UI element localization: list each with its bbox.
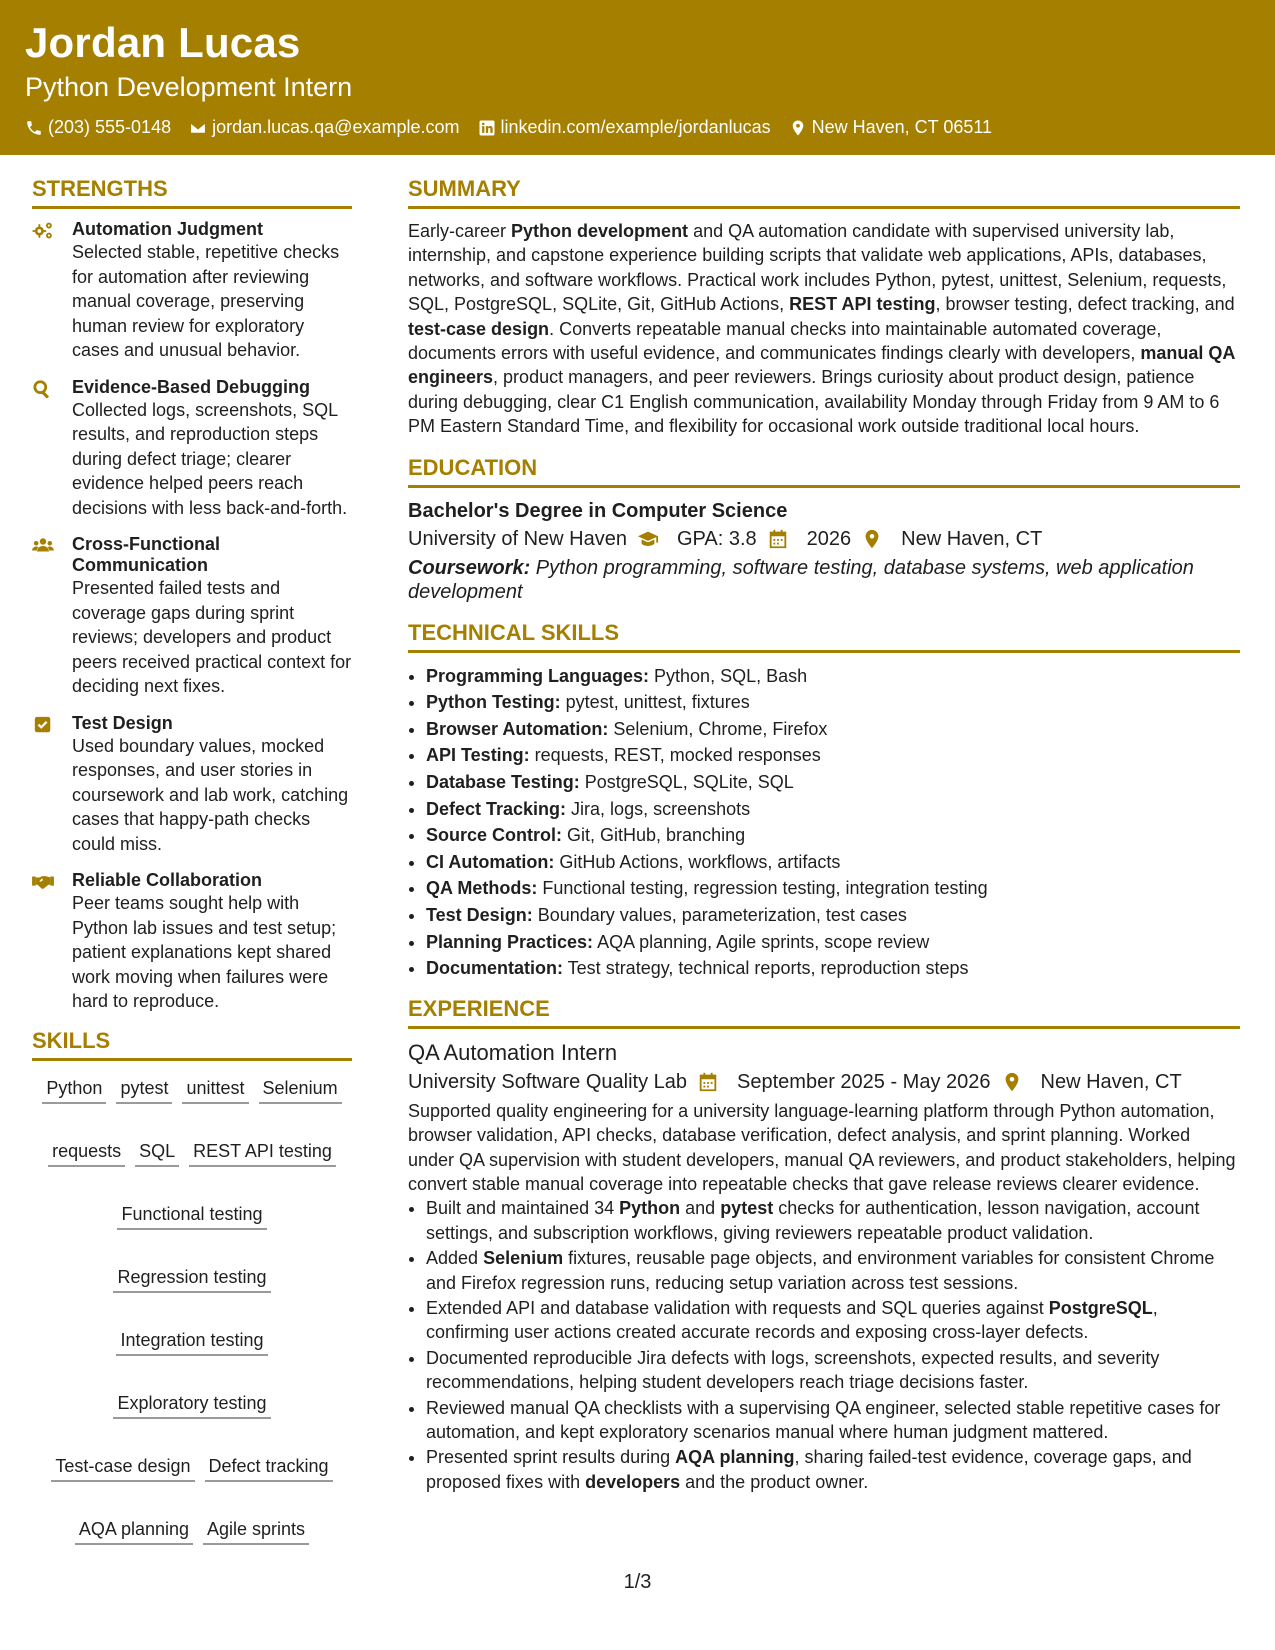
- list-item: • Defect Tracking: Jira, logs, screenshots: [426, 796, 1240, 823]
- contact-linkedin[interactable]: [478, 117, 771, 138]
- skill-tag: REST API testing: [189, 1140, 336, 1167]
- envelope-icon: [189, 119, 207, 137]
- strength-title: Reliable Collaboration: [72, 870, 263, 890]
- contact-email-text[interactable]: jordan.lucas.qa@example.com: [212, 117, 460, 137]
- left-column: [32, 178, 352, 1545]
- list-item: • API Testing: requests, REST, mocked responses: [426, 742, 1240, 769]
- technical-skills-heading: TECHNICAL SKILLS: [408, 622, 1240, 653]
- calendar-icon: [767, 528, 789, 550]
- skill-tag: Exploratory testing: [113, 1392, 270, 1419]
- skill-tag: Test-case design: [51, 1455, 194, 1482]
- strength-title: Automation Judgment: [72, 219, 263, 239]
- education-year: 2026: [806, 527, 852, 550]
- list-item: • Built and maintained 34 Python and pytest checks for authentication, lesson navigation, account settings, and subscription workflows, giving reviewers repeatable product validation.: [426, 1196, 1240, 1245]
- strength-title: Evidence-Based Debugging: [72, 376, 311, 397]
- calendar-icon: [697, 1071, 719, 1093]
- skill-tag: Functional testing: [117, 1203, 266, 1230]
- education-gpa: GPA: 3.8: [676, 527, 757, 550]
- list-item: • Planning Practices: AQA planning, Agile sprints, scope review: [426, 929, 1240, 956]
- list-item: • Source Control: Git, GitHub, branching: [426, 822, 1240, 849]
- page-number: 1/3: [623, 1571, 652, 1593]
- education-degree: Bachelor's Degree in Computer Science: [408, 499, 788, 522]
- list-item: • Browser Automation: Selenium, Chrome, Firefox: [426, 716, 1240, 743]
- skill-tag: requests: [48, 1140, 125, 1167]
- contact-location: [789, 117, 992, 138]
- list-item: • Added Selenium fixtures, reusable page objects, and environment variables for consistent Chrome and Firefox regression runs, reducing setup variation across test sessions.: [426, 1246, 1240, 1295]
- experience-heading: EXPERIENCE: [408, 998, 1240, 1029]
- job-title: QA Automation Intern: [408, 1039, 618, 1065]
- strength-description: Presented failed tests and coverage gaps during sprint reviews; developers and product peers received practical context for deciding next fixes.: [72, 578, 352, 696]
- list-item: • Database Testing: PostgreSQL, SQLite, SQL: [426, 769, 1240, 796]
- contact-location-text: New Haven, CT 06511: [811, 117, 993, 137]
- contact-linkedin-text[interactable]: linkedin.com/example/jordanlucas: [500, 117, 771, 137]
- strengths-heading: STRENGTHS: [32, 178, 352, 209]
- strength-title: Cross-Functional Communication: [72, 534, 221, 575]
- map-pin-icon: [789, 119, 807, 137]
- checkbox-icon: [32, 715, 54, 735]
- list-item: • Extended API and database validation with requests and SQL queries against PostgreSQL, confirming user actions created accurate records and exposing cross-layer defects.: [426, 1296, 1240, 1345]
- strength-item: [32, 870, 352, 1014]
- map-pin-icon: [861, 528, 883, 550]
- list-item: • Presented sprint results during AQA planning, sharing failed-test evidence, coverage gaps, and proposed fixes with developers and the product owner.: [426, 1445, 1240, 1494]
- skill-tag: Python: [42, 1077, 106, 1104]
- job-description: Supported quality engineering for a university language-learning platform through Python automation, browser validation, API checks, database verification, defect analysis, and sprint planning. Worked under QA supervision with student developers, manual QA reviewers, and product stakeholders, helping convert stable manual coverage into repeatable checks that gave release reviews clearer evidence.: [408, 1100, 1236, 1194]
- magnifier-icon: [32, 379, 54, 399]
- skill-tag: Selenium: [259, 1077, 342, 1104]
- candidate-title: Python Development Intern: [25, 72, 353, 102]
- list-item: • Documentation: Test strategy, technical reports, reproduction steps: [426, 955, 1240, 982]
- candidate-name: Jordan Lucas: [25, 19, 301, 66]
- list-item: • CI Automation: GitHub Actions, workflows, artifacts: [426, 849, 1240, 876]
- education-location: New Haven, CT: [901, 527, 1043, 550]
- users-icon: [32, 536, 54, 556]
- job-dates: September 2025 - May 2026: [737, 1070, 991, 1093]
- skill-tag: Agile sprints: [203, 1518, 309, 1545]
- strength-description: Peer teams sought help with Python lab issues and test setup; patient explanations kept shared work moving when failures were hard to reproduce.: [72, 893, 337, 1011]
- summary-heading: SUMMARY: [408, 178, 1240, 209]
- phone-icon: [25, 119, 43, 137]
- contact-phone-text: (203) 555-0148: [48, 117, 172, 137]
- skill-tag: Defect tracking: [205, 1455, 333, 1482]
- education-heading: EDUCATION: [408, 457, 1240, 488]
- list-item: • Reviewed manual QA checklists with a supervising QA engineer, selected stable repetitive cases for automation, and kept exploratory scenarios manual where human judgment mattered.: [426, 1396, 1240, 1445]
- skill-tag: unittest: [182, 1077, 248, 1104]
- linkedin-icon: [478, 119, 496, 137]
- skill-tag: Regression testing: [113, 1266, 270, 1293]
- education-coursework: Coursework: Python programming, software testing, database systems, web application development: [408, 556, 1194, 603]
- resume-header: [0, 0, 1275, 155]
- skill-tag: pytest: [116, 1077, 172, 1104]
- education-school: University of New Haven: [408, 527, 627, 550]
- strength-title: Test Design: [72, 712, 173, 733]
- strength-item: [32, 534, 352, 699]
- skill-tag: Integration testing: [116, 1329, 267, 1356]
- technical-skills-list: [408, 663, 1240, 982]
- handshake-icon: [32, 872, 54, 892]
- strength-item: [32, 219, 352, 363]
- strength-description: Selected stable, repetitive checks for automation after reviewing manual coverage, preserving human review for exploratory cases and unusual behavior.: [72, 242, 340, 360]
- job-location: New Haven, CT: [1040, 1070, 1182, 1093]
- list-item: • Python Testing: pytest, unittest, fixtures: [426, 689, 1240, 716]
- gears-icon: [32, 221, 54, 241]
- contact-email[interactable]: [189, 117, 459, 138]
- education-meta: [408, 524, 1240, 554]
- strength-item: [32, 713, 352, 857]
- skills-heading: SKILLS: [32, 1030, 352, 1061]
- job-organization: University Software Quality Lab: [408, 1070, 688, 1093]
- contact-bar: [25, 117, 992, 138]
- list-item: • Documented reproducible Jira defects with logs, screenshots, expected results, and severity recommendations, helping student developers reach triage decisions faster.: [426, 1346, 1240, 1395]
- graduation-cap-icon: [637, 528, 659, 550]
- list-item: • Programming Languages: Python, SQL, Bash: [426, 663, 1240, 690]
- summary-text: Early-career Python development and QA automation candidate with supervised university lab, internship, and capstone experience building scripts that validate web applications, APIs, databases, networks, and software workflows. Practical work includes Python, pytest, unittest, Selenium, requests, SQL, PostgreSQL, SQLite, Git, GitHub Actions, REST API testing, browser testing, defect tracking, and test-case design. Converts repeatable manual checks into maintainable automated coverage, documents errors with useful evidence, and communicates findings clearly with developers, manual QA engineers, product managers, and peer reviewers. Brings curiosity about product design, patience during debugging, clear C1 English communication, availability Monday through Friday from 9 AM to 6 PM Eastern Standard Time, and flexibility for occasional work outside traditional local hours.: [408, 221, 1235, 437]
- list-item: • QA Methods: Functional testing, regression testing, integration testing: [426, 875, 1240, 902]
- skill-tag: AQA planning: [75, 1518, 193, 1545]
- list-item: • Test Design: Boundary values, parameterization, test cases: [426, 902, 1240, 929]
- map-pin-icon: [1001, 1071, 1023, 1093]
- strength-description: Used boundary values, mocked responses, and user stories in coursework and lab work, catching cases that happy-path checks could miss.: [72, 735, 349, 854]
- contact-phone: [25, 117, 171, 138]
- skill-tag: SQL: [135, 1140, 179, 1167]
- job-meta: [408, 1067, 1240, 1097]
- strength-description: Collected logs, screenshots, SQL results, and reproduction steps during defect triage; clearer evidence helped peers reach decisions with less back-and-forth.: [72, 399, 348, 518]
- strength-item: [32, 377, 352, 521]
- right-column: [408, 178, 1240, 1495]
- experience-bullets: [408, 1196, 1240, 1494]
- skill-tags: [32, 1071, 352, 1545]
